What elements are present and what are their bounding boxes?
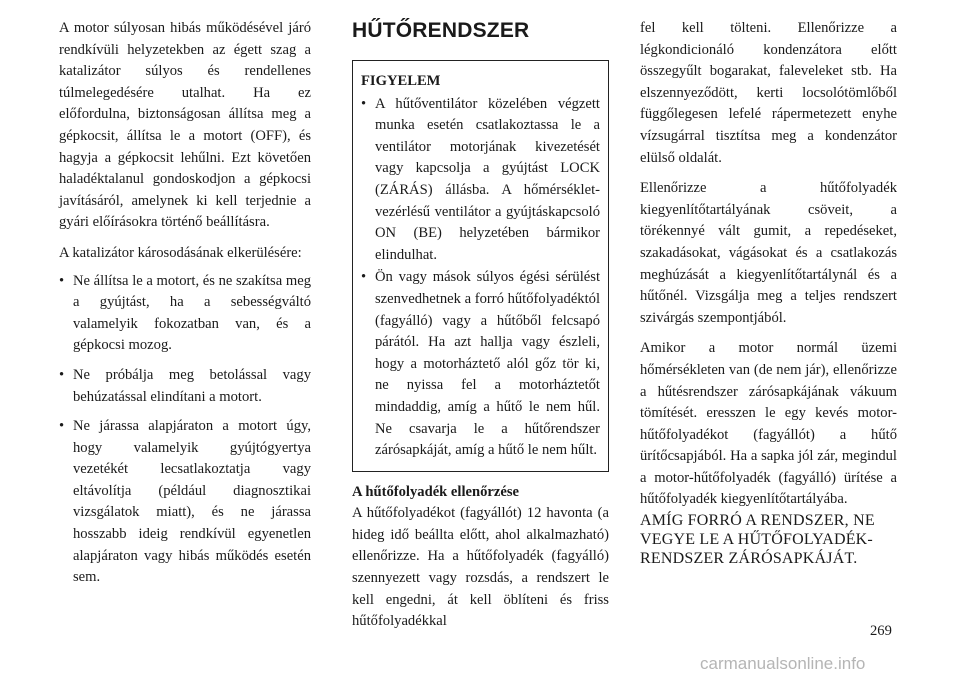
caution-caps-text: AMÍG FORRÓ A RENDSZER, NE VEGYE LE A HŰTŐFOLYADÉK-RENDSZER ZÁRÓSAPKÁJÁT. [640, 512, 875, 568]
left-column [59, 18, 311, 597]
bullet-item: • Ne járassa alapjáraton a motort úgy, hogy valamelyik gyújtógyertya vezetékét lecsatlakoztatja vagy eltávolítja (például diagnosztikai vizsgálatok miatt), és ne járassa hosszabb ideig rendkívül egyenetlen alapjáraton vagy hibás működés esetén sem. [59, 416, 311, 589]
subheading: A hűtőfolyadék ellenőrzése [352, 483, 520, 500]
section-title: HŰTŐRENDSZER [352, 19, 530, 42]
body-paragraph: A hűtőfolyadékot (fagyállót) 12 havonta (a hideg idő beállta előtt, ahol alkalmazható) ellenőrizze. Ha a hűtőfolyadék (fagyálló) szennyezett vagy rozsdás, a rendszert le kell engedni, át kell öblíteni és friss hűtőfolyadékkal [352, 505, 609, 630]
watermark: carmanualsonline.info [700, 654, 866, 673]
warning-item: • A hűtőventilátor közelében végzett munka esetén csatlakoztassa le a ventilátor motorjának kivezetését vagy kapcsolja a gyújtást LOCK (ZÁRÁS) állásba. A hőmérséklet-vezérlésű ventilátor a gyújtáskapcsoló ON (BE) helyzetében bármikor elindulhat. [361, 94, 600, 267]
body-paragraph: fel kell tölteni. Ellenőrizze a légkondicionáló kondenzátora előtt összegyűlt bogarakat, faleveleket stb. Ha elszennyeződött, kerti locsolótömlőből függőlegesen lefelé rápermetezett enyhe vízsugárral tisztítsa meg a kondenzátor elülső oldalát. [640, 20, 897, 166]
body-paragraph: Amikor a motor normál üzemi hőmérsékleten van (de nem jár), ellenőrizze a hűtésrendszer zárósapkájának vákuum tömítését. eresszen le egy kevés motor-hűtőfolyadékot (fagyállót) a hűtő ürítőcsapjából. Ha a sapka jól zár, megindul a motor-hűtőfolyadék (fagyálló) ürítése a hűtőfolyadék kiegyenlítőtartályába. [640, 340, 897, 508]
warning-title: FIGYELEM [361, 73, 441, 89]
warning-list [361, 94, 600, 462]
warning-item: • Ön vagy mások súlyos égési sérülést szenvedhetnek a forró hűtőfolyadéktól (fagyálló) vagy a hűtőből felcsapó párától. Ha azt hallja vagy észleli, hogy a motorháztető alól gőz tör ki, ne nyissa fel a motorháztetőt mindaddig, amíg a hűtő le nem hűl. Ne csavarja le a hűtőrendszer zárósapkáját, amíg a hűtő le nem hűlt. [361, 267, 600, 461]
bullet-item: • Ne állítsa le a motort, és ne szakítsa meg a gyújtást, ha a sebességváltó valamelyik fokozatban van, és a gépkocsi mozog. [59, 271, 311, 357]
page-number: 269 [870, 623, 892, 639]
middle-column [352, 18, 609, 642]
right-column [640, 18, 897, 577]
warning-box [352, 60, 609, 472]
bullet-item: • Ne próbálja meg betolással vagy behúzatással elindítani a motort. [59, 365, 311, 408]
intro-paragraph: A motor súlyosan hibás működésével járó rendkívüli helyzetekben az égett szag a katalizátor súlyos és rendellenes túlmelegedésére utalhat. Ha ez előfordulna, biztonságosan állítsa meg a gépkocsit, állítsa le a motort (OFF), és hagyja a gépkocsit lehűlni. Ezt követően haladéktalanul gondoskodjon a gépkocsi javításáról, amelynek ki kell terjednie a gyári előírásokra történő beállításra. [59, 20, 311, 231]
body-paragraph: Ellenőrizze a hűtőfolyadék kiegyenlítőtartályának csöveit, a törékennyé vált gumit, a repedéseket, szakadásokat, vágásokat és a csatlakozás meghúzását a kiegyenlítőtartálynál és a hűtőnél. Vizsgálja meg a teljes rendszert szivárgás szempontjából. [640, 180, 897, 326]
lead-paragraph: A katalizátor károsodásának elkerülésére: [59, 244, 302, 261]
catalyst-bullet-list [59, 271, 311, 589]
